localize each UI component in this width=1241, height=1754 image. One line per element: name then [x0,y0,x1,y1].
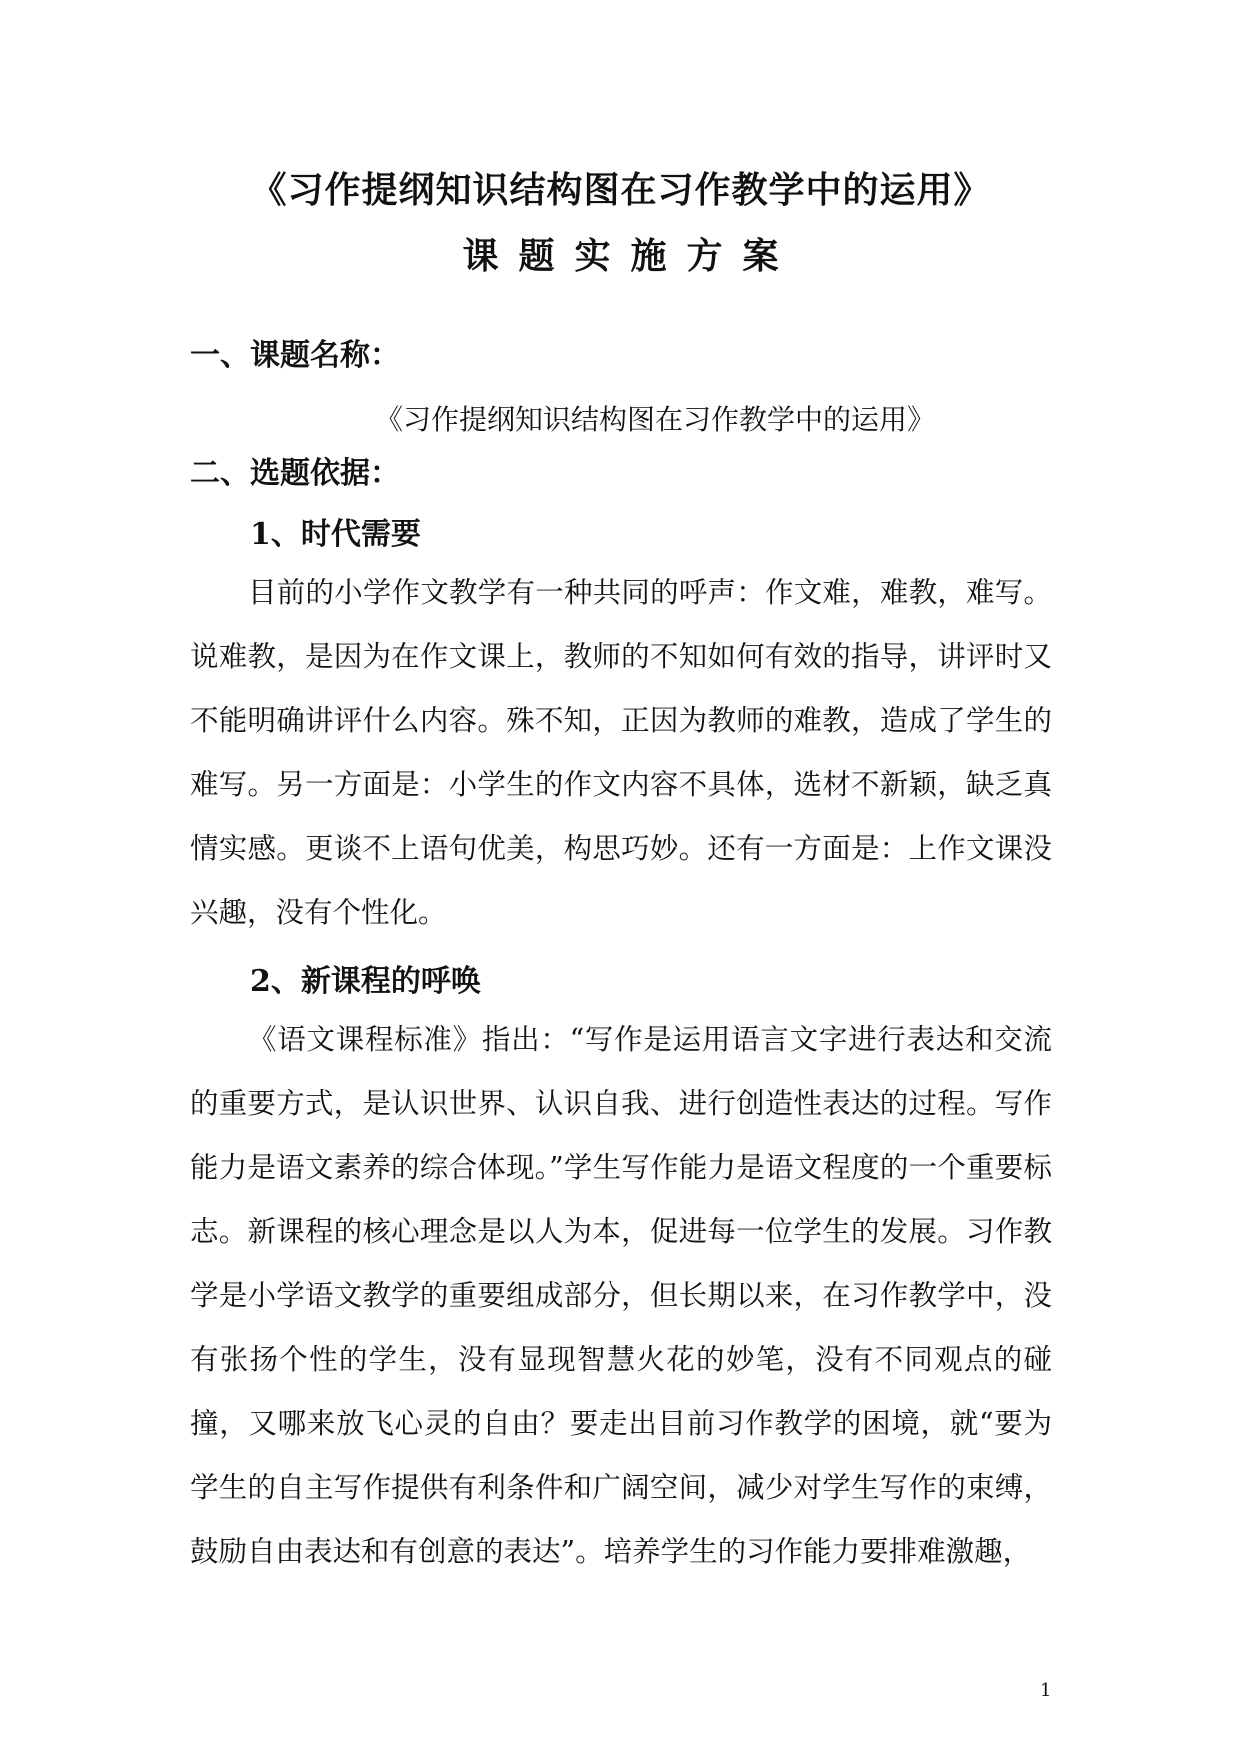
subsection-heading-new-curriculum: 2、新课程的呼唤 [250,964,481,999]
document-title: 《习作提纲知识结构图在习作教学中的运用》 [250,169,991,211]
topic-name-text: 《习作提纲知识结构图在习作教学中的运用》 [375,403,936,436]
paragraph-era-needs: 目前的小学作文教学有一种共同的呼声：作文难，难教，难写。说难教，是因为在作文课上，教师的不知如何有效的指导，讲评时又不能明确讲评什么内容。殊不知，正因为教师的难教，造成了学生的难写。另一方面是：小学生的作文内容不具体，选材不新颖，缺乏真情实感。更谈不上语句优美，构思巧妙。还有一方面是：上作文课没兴趣，没有个性化。 [190,576,1052,929]
subsection-heading-era-needs: 1、时代需要 [250,517,421,552]
paragraph-new-curriculum: 《语文课程标准》指出：“写作是运用语言文字进行表达和交流的重要方式，是认识世界、认识自我、进行创造性表达的过程。写作能力是语文素养的综合体现。”学生写作能力是语文程度的一个重要标志。新课程的核心理念是以人为本，促进每一位学生的发展。习作教学是小学语文教学的重要组成部分，但长期以来，在习作教学中，没有张扬个性的学生，没有显现智慧火花的妙笔，没有不同观点的碰撞，又哪来放飞心灵的自由？要走出目前习作教学的困境，就“要为学生的自主写作提供有利条件和广阔空间，减少对学生写作的束缚，鼓励自由表达和有创意的表达”。培养学生的习作能力要排难激趣， [190,1023,1052,1568]
section-heading-topic-name: 一、课题名称： [190,338,400,373]
page-number: 1 [1040,1680,1052,1701]
document-subtitle: 课题实施方案 [462,235,799,277]
section-heading-basis: 二、选题依据： [190,456,400,491]
